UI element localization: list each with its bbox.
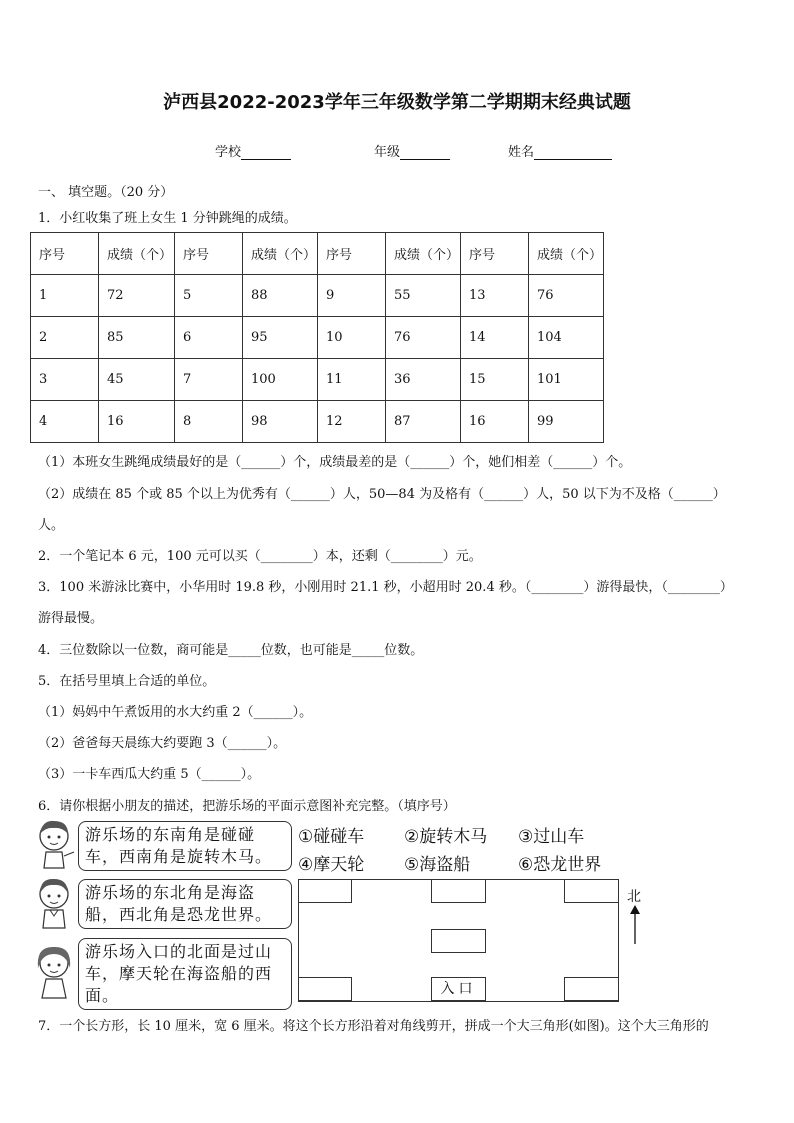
question-5-sub-1: （1）妈妈中午煮饭用的水大约重 2（______）。 [38, 705, 313, 720]
score-table [30, 232, 604, 443]
page-title: 泸西县2022-2023学年三年级数学第二学期期末经典试题 [163, 92, 631, 113]
table-cell: 76 [529, 275, 604, 317]
table-header-cell: 序号 [461, 233, 529, 275]
north-label: 北 [627, 889, 641, 905]
table-cell: 15 [461, 359, 529, 401]
option-1: ①碰碰车 [298, 827, 365, 847]
question-4-text: 4．三位数除以一位数，商可能是_____位数，也可能是_____位数。 [38, 643, 424, 658]
table-cell: 95 [243, 317, 318, 359]
map-slot-northwest[interactable] [298, 879, 352, 903]
table-cell: 88 [243, 275, 318, 317]
question-5-sub-3: （3）一卡车西瓜大约重 5（______）。 [38, 767, 261, 782]
table-cell: 36 [386, 359, 461, 401]
question-2-text: 2．一个笔记本 6 元，100 元可以买（________）本，还剩（________）元。 [38, 549, 482, 564]
option-2: ②旋转木马 [404, 827, 488, 847]
table-cell: 14 [461, 317, 529, 359]
school-blank[interactable] [241, 145, 291, 160]
table-cell: 4 [31, 401, 99, 443]
map-slot-northeast[interactable] [564, 879, 619, 903]
table-cell: 5 [175, 275, 243, 317]
name-field [508, 141, 612, 160]
table-header-cell: 序号 [31, 233, 99, 275]
question-1-sub-1: （1）本班女生跳绳成绩最好的是（______）个，成绩最差的是（______）个，她们相差（______）个。 [38, 455, 632, 470]
name-label: 姓名 [508, 145, 535, 160]
child-boy-2-icon [32, 876, 76, 930]
table-cell: 100 [243, 359, 318, 401]
question-3-text: 3．100 米游泳比赛中，小华用时 19.8 秒，小刚用时 21.1 秒，小超用时 20.4 秒。（________）游得最快，（________） [38, 580, 733, 595]
grade-label: 年级 [374, 145, 401, 160]
table-cell: 11 [318, 359, 386, 401]
table-cell: 55 [386, 275, 461, 317]
table-cell: 101 [529, 359, 604, 401]
table-row [31, 317, 604, 359]
table-header-cell: 序号 [175, 233, 243, 275]
school-field [215, 141, 291, 160]
question-5-text: 5．在括号里填上合适的单位。 [38, 674, 216, 689]
grade-field [374, 141, 450, 160]
table-header-cell: 成绩（个） [529, 233, 604, 275]
table-cell: 45 [99, 359, 175, 401]
table-header-cell: 成绩（个） [386, 233, 461, 275]
question-1-text: 1．小红收集了班上女生 1 分钟跳绳的成绩。 [38, 211, 297, 226]
school-label: 学校 [215, 145, 242, 160]
map-slot-center[interactable] [431, 929, 486, 953]
table-cell: 12 [318, 401, 386, 443]
map-slot-southwest[interactable] [298, 977, 352, 1001]
question-3-cont: 游得最慢。 [38, 611, 104, 626]
table-cell: 87 [386, 401, 461, 443]
table-cell: 1 [31, 275, 99, 317]
table-cell: 16 [461, 401, 529, 443]
table-cell: 85 [99, 317, 175, 359]
table-cell: 104 [529, 317, 604, 359]
table-header-cell: 成绩（个） [243, 233, 318, 275]
question-1-sub-2-cont: 人。 [38, 518, 65, 533]
question-7-text: 7．一个长方形，长 10 厘米，宽 6 厘米。将这个长方形沿着对角线剪开，拼成一个大三角形(如图)。这个大三角形的 [38, 1019, 709, 1034]
option-6: ⑥恐龙世界 [518, 855, 602, 875]
map-slot-southeast[interactable] [564, 977, 619, 1001]
name-blank[interactable] [534, 145, 612, 160]
table-cell: 98 [243, 401, 318, 443]
question-5-sub-2: （2）爸爸每天晨练大约要跑 3（______）。 [38, 736, 287, 751]
section-heading: 一、 填空题。（20 分） [38, 185, 174, 200]
table-row [31, 401, 604, 443]
table-header-cell: 序号 [318, 233, 386, 275]
grade-blank[interactable] [400, 145, 450, 160]
table-row [31, 359, 604, 401]
table-row [31, 275, 604, 317]
question-6-text: 6．请你根据小朋友的描述，把游乐场的平面示意图补充完整。（填序号） [38, 799, 456, 814]
table-cell: 6 [175, 317, 243, 359]
entrance-label: 入口 [431, 977, 486, 1001]
table-cell: 16 [99, 401, 175, 443]
option-5: ⑤海盗船 [404, 855, 471, 875]
north-arrow-icon [629, 904, 641, 944]
speech-bubble-1: 游乐场的东南角是碰碰车，西南角是旋转木马。 [78, 821, 292, 871]
child-boy-icon [32, 818, 76, 870]
table-header-row [31, 233, 604, 275]
speech-bubble-3: 游乐场入口的北面是过山车，摩天轮在海盗船的西面。 [78, 938, 292, 1010]
table-cell: 2 [31, 317, 99, 359]
child-girl-icon [32, 944, 76, 1000]
table-cell: 76 [386, 317, 461, 359]
table-cell: 7 [175, 359, 243, 401]
table-cell: 72 [99, 275, 175, 317]
table-cell: 99 [529, 401, 604, 443]
option-4: ④摩天轮 [298, 855, 365, 875]
table-cell: 13 [461, 275, 529, 317]
table-cell: 3 [31, 359, 99, 401]
option-3: ③过山车 [518, 827, 585, 847]
table-header-cell: 成绩（个） [99, 233, 175, 275]
table-cell: 9 [318, 275, 386, 317]
table-cell: 10 [318, 317, 386, 359]
speech-bubble-2: 游乐场的东北角是海盗船，西北角是恐龙世界。 [78, 879, 292, 929]
table-cell: 8 [175, 401, 243, 443]
question-1-sub-2: （2）成绩在 85 个或 85 个以上为优秀有（______）人，50—84 为及格有（______）人，50 以下为不及格（______） [38, 487, 726, 502]
map-slot-north[interactable] [431, 879, 486, 903]
